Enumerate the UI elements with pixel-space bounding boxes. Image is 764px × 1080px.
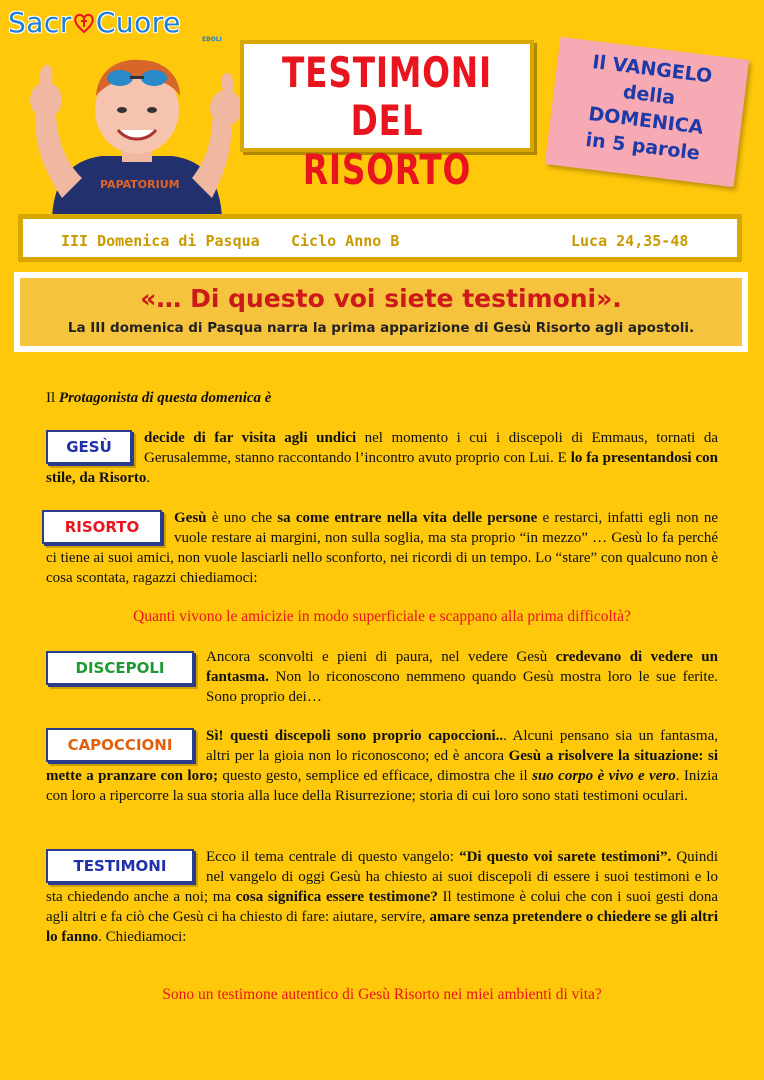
logo (8, 6, 181, 39)
label-gesu: GESÙ (46, 430, 132, 464)
note-line-4: in 5 parole (584, 128, 702, 165)
section-risorto: RISORTO Gesù è uno che sa come entrare nella vita delle persone e restarci, infatti egli non ne vuole restare ai margini, non sulla soglia, ma sta proprio “in mezzo” … Gesù lo fa perché ci tiene ai suoi amici, non vuole lasciarli nello sconforto, nei ricordi di un tempo. Lo “stare” con qualcuno non è cosa scontata, ragazzi chiediamoci: (46, 508, 718, 588)
title-box (240, 40, 534, 194)
kid-thumbs-up-illustration (22, 48, 252, 218)
heart-cross-icon (72, 11, 96, 35)
intro-italic: Protagonista di questa domenica è (58, 390, 272, 406)
logo-text-1: Sacr (8, 6, 72, 39)
logo-text-2: Cuore (95, 6, 181, 39)
section-testimoni: TESTIMONI Ecco il tema centrale di questo vangelo: “Di questo voi sarete testimoni”. Quindi nel vangelo di oggi Gesù ha chiesto ai suoi discepoli di essere i suoi testimoni e lo sta chiedendo anche a noi; ma cosa significa essere testimone? Il testimone è colui che con i suoi gesti dona agli altri e fa ciò che Gesù ci ha chiesto di fare: aiutare, servire, amare senza pretendere o chiedere se gli altri lo fanno. Chiediamoci: (46, 849, 718, 945)
title-line-2: DEL RISORTO (302, 96, 472, 194)
section-discepoli: DISCEPOLI Ancora sconvolti e pieni di paura, nel vedere Gesù credevano di vedere un fantasma. Non lo riconoscono nemmeno quando Gesù mostra loro le sue ferite. Sono proprio dei… (46, 647, 718, 707)
question-2: Sono un testimone autentico di Gesù Risorto nei miei ambienti di vita? (162, 986, 602, 1003)
note-line-3: DOMENICA (587, 102, 705, 139)
gospel-reference: Luca 24,35-48 (571, 232, 689, 250)
logo-subtitle: EBOLI (202, 36, 222, 43)
note-line-2: della (621, 81, 677, 110)
section-capoccioni: CAPOCCIONI Sì! questi discepoli sono proprio capoccioni... Alcuni pensano sia un fantasma, altri per la gioia non lo riconoscono; ed è ancora Gesù a risolvere la situazione: si mette a pranzare con loro; questo gesto, semplice ed efficace, dimostra che il suo corpo è vivo e vero. Inizia con loro a ripercorre la sua storia alla luce della Risurrezione; storia di cui loro sono stati testimoni oculari. (46, 728, 719, 804)
svg-text:PAPATORIUM: PAPATORIUM (100, 178, 180, 191)
banner-quote: «… Di questo voi siete testimoni». (140, 284, 622, 313)
sticky-note (545, 37, 749, 187)
quote-banner (14, 272, 748, 352)
title-line-1: TESTIMONI (282, 48, 492, 97)
label-risorto: RISORTO (42, 510, 162, 544)
label-capoccioni: CAPOCCIONI (46, 728, 194, 762)
banner-subtitle: La III domenica di Pasqua narra la prima apparizione di Gesù Risorto agli apostoli. (67, 320, 695, 336)
intro-line: Il Protagonista di questa domenica è (46, 390, 272, 406)
sunday-label: III Domenica di Pasqua (61, 232, 260, 250)
label-testimoni: TESTIMONI (46, 849, 194, 883)
question-1: Quanti vivono le amicizie in modo superficiale e scappano alla prima difficoltà? (133, 608, 631, 625)
note-line-1: Il VANGELO (591, 51, 714, 88)
info-bar (18, 214, 742, 262)
section-gesu: GESÙ decide di far visita agli undici nel momento i cui i discepoli di Emmaus, tornati da Gerusalemme, stanno raccontando l’incontro avuto proprio con Lui. E lo fa presentandosi con stile, da Risorto. (46, 430, 718, 486)
label-discepoli: DISCEPOLI (46, 651, 194, 685)
cycle-label: Ciclo Anno B (291, 232, 400, 250)
